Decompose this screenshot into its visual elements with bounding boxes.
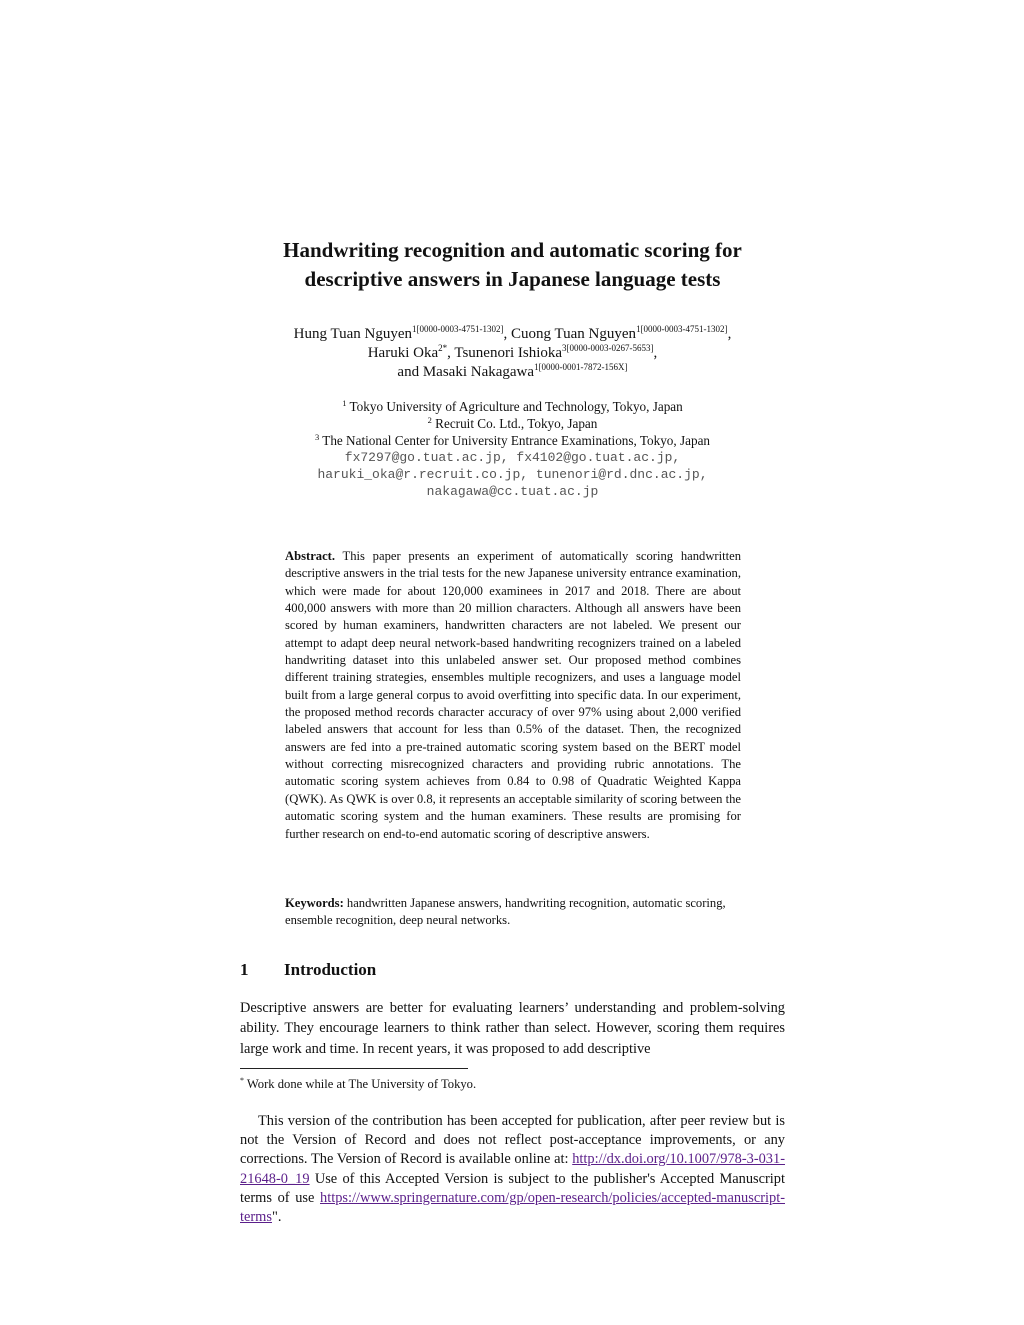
- author-separator: ,: [653, 345, 658, 361]
- doi-link[interactable]: http://dx.doi.org/10.1007/978-3-031-21648-0_19: [240, 1151, 785, 1187]
- abstract-label: Abstract.: [285, 549, 336, 563]
- footnote: [240, 1076, 785, 1093]
- version-note-text-3: ".: [271, 1209, 282, 1226]
- section-number: 1: [240, 960, 249, 979]
- footnote-divider: [240, 1068, 468, 1069]
- email-line-2: haruki_oka@r.recruit.co.jp, tunenori@rd.dnc.ac.jp,: [317, 467, 708, 482]
- author-name: Haruki Oka: [367, 345, 439, 361]
- section-title: Introduction: [284, 960, 377, 979]
- affiliations: [240, 398, 785, 500]
- email-line-3: nakagawa@cc.tuat.ac.jp: [426, 484, 599, 499]
- author-separator: ,: [447, 345, 455, 361]
- footnote-text: Work done while at The University of Tokyo.: [244, 1077, 477, 1091]
- author-name: Masaki Nakagawa: [422, 364, 535, 380]
- author-name: Hung Tuan Nguyen: [293, 326, 413, 342]
- author-orcid: 1[0000-0001-7872-156X]: [534, 362, 628, 372]
- affiliation-mark: 1: [342, 398, 347, 408]
- footnote-mark: *: [240, 1076, 244, 1085]
- affiliation-2: [240, 415, 785, 432]
- email-line-1: fx7297@go.tuat.ac.jp, fx4102@go.tuat.ac.jp,: [344, 450, 681, 465]
- abstract-text: This paper presents an experiment of automatically scoring handwritten descriptive answers in the trial tests for the new Japanese university entrance examination, which were made for about 120,000 examinees in 2017 and 2018. There are about 400,000 answers with more than 20 million characters. Although all answers have been scored by human examiners, handwritten characters are not labeled. We present our attempt to adapt deep neural network-based handwriting recognizers trained on a labeled handwriting dataset into this unlabeled answer set. Our proposed method combines different training strategies, ensembles multiple recognizers, and uses a language model built from a large general corpus to avoid overfitting into specific data. In our experiment, the proposed method records character accuracy of over 97% using about 2,000 verified labeled answers that account for less than 0.5% of the dataset. Then, the recognized answers are fed into a pre-trained automatic scoring system based on the BERT model without correcting misrecognized characters and providing rubric annotations. The automatic scoring system achieves from 0.84 to 0.98 of Quadratic Weighted Kappa (QWK). As QWK is over 0.8, it represents an acceptable similarity of scoring between the automatic scoring system and the human examiners. These results are promising for further research on end-to-end automatic scoring of descriptive answers.: [285, 549, 741, 841]
- author-list: [240, 325, 785, 382]
- abstract: [285, 548, 741, 843]
- author-separator: ,: [727, 326, 732, 342]
- affiliation-1: [240, 398, 785, 415]
- keywords-label: Keywords:: [285, 896, 344, 910]
- affiliation-text: The National Center for University Entrance Examinations, Tokyo, Japan: [319, 433, 711, 448]
- affiliation-mark: 2: [427, 415, 432, 425]
- author-line-1: [240, 325, 785, 344]
- affiliation-text: Recruit Co. Ltd., Tokyo, Japan: [431, 416, 598, 431]
- author-conjunction: and: [397, 364, 423, 380]
- title-line-2: descriptive answers in Japanese language tests: [304, 267, 721, 291]
- version-note-text-1: This version of the contribution has been accepted for publication, after peer review but is not the Version of Record and does not reflect post-acceptance improvements, or any corrections. The Version of Record is available online at:: [240, 1113, 785, 1168]
- terms-link[interactable]: https://www.springernature.com/gp/open-research/policies/accepted-manuscript-terms: [240, 1189, 785, 1226]
- section-heading: [240, 959, 785, 981]
- title-line-1: Handwriting recognition and automatic scoring for: [283, 238, 742, 262]
- author-name: Cuong Tuan Nguyen: [511, 326, 637, 342]
- author-orcid: 1[0000-0003-4751-1302]: [412, 324, 504, 334]
- author-line-2: [240, 344, 785, 363]
- author-name: Tsunenori Ishioka: [454, 345, 563, 361]
- version-note: [240, 1112, 785, 1227]
- version-note-text-2: Use of this Accepted Version is subject to the publisher's Accepted Manuscript terms of use: [240, 1170, 785, 1206]
- author-orcid: 3[0000-0003-0267-5653]: [562, 343, 654, 353]
- author-separator: ,: [503, 326, 512, 342]
- affiliation-text: Tokyo University of Agriculture and Technology, Tokyo, Japan: [346, 399, 683, 414]
- author-orcid: 1[0000-0003-4751-1302]: [636, 324, 728, 334]
- affiliation-3: [240, 432, 785, 449]
- paper-title: [240, 236, 785, 294]
- keywords: [285, 895, 741, 930]
- author-line-3: [240, 363, 785, 382]
- keywords-text: handwritten Japanese answers, handwriting recognition, automatic scoring, ensemble recognition, deep neural networks.: [285, 896, 726, 928]
- intro-paragraph: Descriptive answers are better for evaluating learners’ understanding and problem-solving ability. They encourage learners to think rather than select. However, scoring them requires large work and time. In recent years, it was proposed to add descriptive: [240, 1000, 785, 1057]
- affiliation-mark: 3: [314, 432, 320, 442]
- author-mark: 2*: [438, 343, 448, 353]
